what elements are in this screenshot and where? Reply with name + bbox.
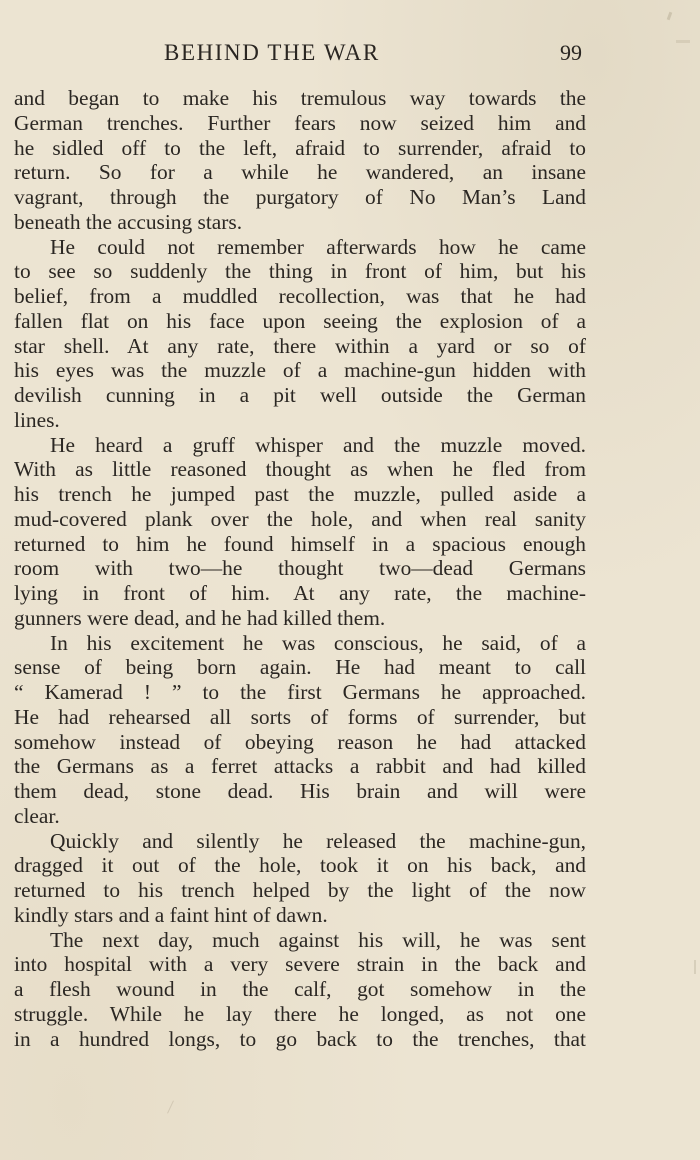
text-line: beneath the accusing stars. [14,209,243,234]
paper-speck [667,12,673,21]
text-line: the Germans as a ferret attacks a rabbit and had killed [14,754,586,779]
running-head [0,40,700,70]
text-line: returned to his trench helped by the light of the now [14,878,586,902]
running-title: BEHIND THE WAR [164,40,380,65]
text-line: returned to him he found himself in a spacious enough [14,531,586,556]
paragraph-start-line: He heard a gruff whisper and the muzzle moved. [50,432,586,457]
paragraph-start-line: He could not remember afterwards how he came [50,234,586,259]
text-line: mud-covered plank over the hole, and when real sanity [14,506,586,531]
text-line: struggle. While he lay there he longed, as not one [14,1001,586,1026]
text-line: “ Kamerad ! ” to the first Germans he approached. [14,680,586,704]
text-line: lines. [14,407,60,432]
text-line: into hospital with a very severe strain in the back and [14,952,586,977]
text-line: He had rehearsed all sorts of forms of surrender, but [14,704,586,729]
text-line: clear. [14,803,60,828]
text-line: dragged it out of the hole, took it on his back, and [14,853,586,878]
text-line: his trench he jumped past the muzzle, pulled aside a [14,482,586,506]
text-line: in a hundred longs, to go back to the trenches, that [14,1026,586,1051]
text-line: his eyes was the muzzle of a machine-gun hidden with [14,358,586,383]
text-line: sense of being born again. He had meant to call [14,655,586,680]
text-line: return. So for a while he wandered, an insane [14,160,586,185]
text-line: vagrant, through the purgatory of No Man’s Land [14,185,586,209]
text-line: German trenches. Further fears now seized him and [14,110,586,135]
text-line: kindly stars and a faint hint of dawn. [14,902,328,927]
text-line: fallen flat on his face upon seeing the explosion of a [14,308,586,333]
text-line: belief, from a muddled recollection, was that he had [14,284,586,308]
paper-speck [694,960,696,974]
text-line: devilish cunning in a pit well outside the German [14,383,586,407]
text-line: he sidled off to the left, afraid to surrender, afraid to [14,135,586,160]
text-line: With as little reasoned thought as when he fled from [14,457,586,482]
text-line: room with two—he thought two—dead Germans [14,556,586,581]
text-line: lying in front of him. At any rate, the machine- [14,581,586,605]
paragraph-start-line: Quickly and silently he released the machine-gun, [50,828,586,853]
text-line: to see so suddenly the thing in front of him, but his [14,259,586,284]
page-number: 99 [560,40,582,65]
text-line: them dead, stone dead. His brain and will were [14,779,586,803]
text-line: a flesh wound in the calf, got somehow in the [14,977,586,1001]
text-line: star shell. At any rate, there within a yard or so of [14,333,586,358]
paper-speck [167,1100,174,1113]
paragraph-start-line: In his excitement he was conscious, he said, of a [50,630,586,655]
text-line: and began to make his tremulous way towards the [14,86,586,110]
text-line: somehow instead of obeying reason he had attacked [14,729,586,754]
body-text [14,86,586,1051]
paragraph-start-line: The next day, much against his will, he was sent [50,927,586,952]
text-line: gunners were dead, and he had killed them. [14,605,386,630]
